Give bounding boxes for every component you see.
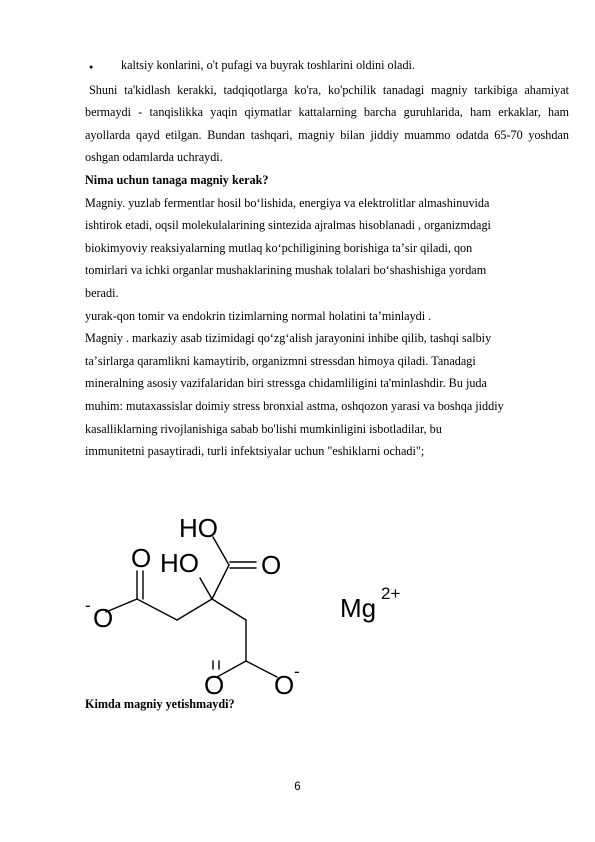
text-line: mineralning asosiy vazifalaridan biri stressga chidamliligini ta'minlashdir. Bu juda: [85, 376, 487, 391]
text-line: biokimyoviy reaksiyalarning mutlaq koʻpchiligining borishiga taʼsir qiladi, qon: [85, 240, 473, 255]
magnesium-charge: 2+: [381, 584, 401, 603]
bond: [212, 565, 229, 599]
atom-label: HO: [179, 513, 218, 543]
bond: [200, 578, 212, 599]
text-line: kasalliklarning rivojlanishiga sabab bo'lishi mumkinligini isbotladilar, bu: [85, 421, 442, 436]
bullet-item: [85, 54, 569, 79]
bond: [177, 599, 212, 620]
text-line: taʼsirlarga qaramlikni kamaytirib, organizmni stressdan himoya qiladi. Tanadagi: [85, 353, 476, 368]
magnesium-citrate-structure: [82, 508, 412, 698]
text-line: Magniy . markaziy asab tizimidagi qoʻzgʻalish jarayonini inhibe qilib, tashqi salbiy: [85, 331, 492, 346]
atom-label: O: [131, 543, 152, 573]
atom-label: HO: [160, 548, 199, 578]
bullet-icon: ●: [89, 63, 94, 71]
text-line: tomirlari va ichki organlar mushaklarining mushak tolalari boʻshashishiga yordam: [85, 263, 487, 278]
text-line: Magniy. yuzlab fermentlar hosil boʻlishida, energiya va elektrolitlar almashinuvida: [85, 195, 490, 210]
charge-label: -: [294, 662, 300, 681]
bond: [212, 599, 246, 620]
text-line: immunitetni pasaytiradi, turli infektsiyalar uchun "eshiklarni ochadi";: [85, 444, 425, 459]
atom-label: O: [274, 670, 295, 698]
charge-label: -: [85, 596, 91, 615]
bullet-text: kaltsiy konlarini, o't pufagi va buyrak toshlarini oldini oladi.: [121, 58, 415, 72]
atom-label: O: [93, 603, 114, 633]
paragraph: Shuni ta'kidlash kerakki, tadqiqotlarga ko'ra, ko'pchilik tanadagi magniy tarkibiga ahamiyat bermaydi - tanqislikka yaqin qiymatlar kattalarning barcha guruhlarida, ham erkaklar, ham ayollarda qayd etilgan. Bundan tashqari, magniy bilan jiddiy muammo odatda 65-70 yoshdan oshgan odamlarda uchraydi.: [85, 82, 569, 165]
atom-label: O: [261, 550, 282, 580]
bond: [137, 599, 177, 620]
text-body: [85, 54, 569, 463]
text-line: beradi.: [85, 285, 119, 300]
text-line: ishtirok etadi, oqsil molekulalarining sintezida ajralmas hisoblanadi , organizmdagi: [85, 218, 491, 233]
page-number: 6: [294, 781, 301, 793]
atom-label: O: [204, 670, 225, 698]
section-heading: Kimda magniy yetishmaydi?: [85, 697, 235, 711]
text-line: muhim: mutaxassislar doimiy stress bronxial astma, oshqozon yarasi va boshqa jiddiy: [85, 398, 504, 413]
bond: [246, 661, 277, 677]
text-line: yurak-qon tomir va endokrin tizimlarning normal holatini taʼminlaydi .: [85, 308, 432, 323]
section-heading: Nima uchun tanaga magniy kerak?: [85, 172, 269, 187]
magnesium-label: Mg: [340, 593, 377, 623]
